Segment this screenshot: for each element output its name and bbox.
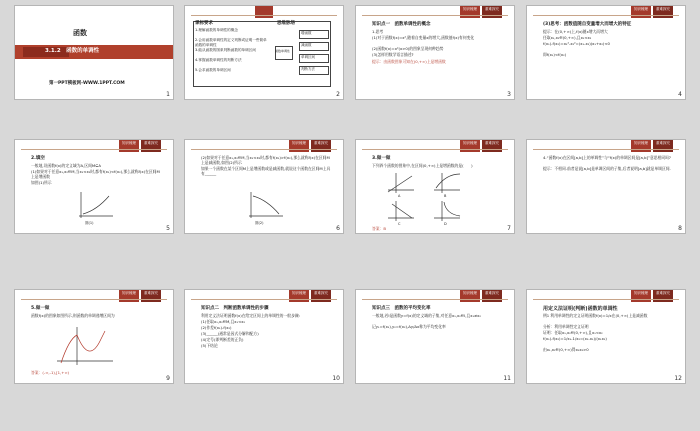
axes bbox=[434, 201, 460, 221]
tab-explore: 重难探究 bbox=[482, 140, 502, 152]
header-rule bbox=[533, 15, 679, 16]
curve bbox=[253, 196, 279, 214]
header-rule bbox=[533, 149, 679, 150]
slide-number: 7 bbox=[507, 225, 511, 232]
slide-thumbnail[interactable] bbox=[184, 5, 344, 100]
tab-explore: 重难探究 bbox=[311, 290, 331, 302]
function-graph bbox=[75, 190, 115, 220]
figure-caption: 图(1) bbox=[85, 221, 94, 225]
header-rule bbox=[362, 15, 508, 16]
body-line: 4.“函数f(x)在区间[a,b]上的单调性”与“f(x)的单调区间是[a,b]”意思相同吗? bbox=[543, 155, 671, 160]
tab-knowledge: 知识梳理 bbox=[460, 140, 480, 152]
body-line: 由x₁,x₂∈(0,+∞)得x₁x₂>0 bbox=[543, 347, 589, 352]
body-line: f(x₁)-f(x₂)=x₁²-x₂²=(x₁-x₂)(x₁+x₂)<0 bbox=[543, 41, 610, 46]
table-header-right: 思维脉络 bbox=[277, 21, 295, 26]
body-line: (5)下结论 bbox=[201, 343, 218, 348]
answer-text: 答案：B bbox=[372, 226, 386, 231]
tab-explore: 重难探究 bbox=[653, 290, 673, 302]
slide-thumbnail[interactable] bbox=[355, 289, 515, 384]
requirement-line: 5.会求函数的单调区间 bbox=[195, 68, 231, 72]
option-graph bbox=[432, 200, 462, 222]
slide-number: 12 bbox=[674, 375, 682, 382]
tab-explore: 重难探究 bbox=[141, 140, 161, 152]
slide-heading: 知识点三 函数的平均变化率 bbox=[372, 306, 431, 311]
slide-heading: 知识点一 函数单调性的概念 bbox=[372, 22, 431, 27]
mind-map-label: 判断方法 bbox=[301, 67, 315, 71]
tab-explore: 重难探究 bbox=[141, 290, 161, 302]
requirement-line: 2.会用函数单调性的定义判断或证明一些简单函数的单调性 bbox=[195, 38, 267, 47]
slide-thumbnail[interactable] bbox=[14, 289, 174, 384]
slide-heading: 3.做一做 bbox=[372, 156, 391, 161]
tab-knowledge: 知识梳理 bbox=[631, 6, 651, 18]
body-line: 提示：不相同.前者是说[a,b]是单调区间的子集,后者说明[a,b]就是单调区间. bbox=[543, 166, 671, 171]
hint-text: 提示：由函数图象可知在(0,+∞)上是增函数 bbox=[372, 59, 446, 64]
body-line: (2)作差f(x₁)-f(x₂) bbox=[201, 325, 232, 330]
option-label: D bbox=[444, 222, 447, 226]
answer-text: 答案：(-∞,-1),[1,+∞) bbox=[31, 370, 70, 375]
body-line: (3)______(通常是因式分解和配方) bbox=[201, 331, 259, 336]
option-graph bbox=[386, 172, 416, 194]
tab-knowledge: 知识梳理 bbox=[460, 290, 480, 302]
slide-heading: 5.做一做 bbox=[31, 306, 50, 311]
curve bbox=[392, 204, 412, 218]
tab-explore: 重难探究 bbox=[653, 140, 673, 152]
header-rule bbox=[21, 299, 167, 300]
slide-number: 2 bbox=[336, 91, 340, 98]
tab-knowledge: 知识梳理 bbox=[289, 140, 309, 152]
slide-thumbnail[interactable] bbox=[184, 139, 344, 234]
curve bbox=[436, 174, 460, 188]
tab-knowledge: 知识梳理 bbox=[119, 290, 139, 302]
slide-heading: 2.填空 bbox=[31, 156, 45, 161]
slide-number: 1 bbox=[166, 91, 170, 98]
slide-thumbnail[interactable] bbox=[14, 5, 174, 100]
slide-number: 6 bbox=[336, 225, 340, 232]
body-line: 例1 利用单调性的定义证明函数f(x)=1/x在(0,+∞)上是减函数 bbox=[543, 313, 648, 318]
requirement-line: 1.理解函数的单调性的概念 bbox=[195, 28, 238, 32]
body-line: 分析：利用单调性定义证明 bbox=[543, 324, 589, 329]
slide-thumbnail[interactable] bbox=[526, 5, 686, 100]
slide-number: 10 bbox=[332, 375, 340, 382]
header-rule bbox=[191, 15, 337, 16]
body-line: 一般地,设函数f(x)的定义域为A,区间M⊆A bbox=[31, 163, 101, 168]
mind-map-label: 增函数 bbox=[301, 31, 312, 35]
option-label: C bbox=[398, 222, 401, 226]
body-line: (1)如果对于任意x₁,x₂∈M,当x₁<x₂时,都有f(x₁)<f(x₂),那么就称f(x)在区间M上是增函数 bbox=[31, 169, 160, 179]
option-graph bbox=[386, 200, 416, 222]
header-rule bbox=[191, 299, 337, 300]
figure-caption: 图(2) bbox=[255, 221, 264, 225]
body-line: (4)定号(即判断差的正负) bbox=[201, 337, 244, 342]
slide-heading: (3)思考：函数值随自变量增大而增大的特征 bbox=[543, 22, 632, 27]
curve bbox=[388, 176, 412, 192]
slide-number: 11 bbox=[503, 375, 511, 382]
body-line: (1)对于函数f(x)=x²,随着自变量x的增大,函数值f(x)有何变化 bbox=[372, 35, 475, 40]
slide-thumbnail[interactable] bbox=[526, 139, 686, 234]
body-line: 函数f(x)的图象如图所示,则函数的单调递增区间为 bbox=[31, 313, 115, 318]
function-graph bbox=[55, 325, 115, 367]
slide-thumbnail[interactable] bbox=[184, 289, 344, 384]
slide-number: 8 bbox=[678, 225, 682, 232]
x-axis bbox=[79, 192, 113, 218]
header-rule bbox=[362, 149, 508, 150]
option-label: B bbox=[444, 194, 447, 198]
body-line: 提示：在(0,+∞)上,f(x)随x增大而增大 bbox=[543, 29, 608, 34]
slide-number: 5 bbox=[166, 225, 170, 232]
body-line: f(x₁)-f(x₂)=1/x₁-1/x₂=(x₂-x₁)/(x₁x₂) bbox=[543, 336, 607, 341]
header-rule bbox=[191, 149, 337, 150]
slide-footer: 第一PPT模板网-WWW.1PPT.COM bbox=[49, 81, 125, 86]
body-line: (1)任取x₁,x₂∈M,且x₁<x₂ bbox=[201, 319, 246, 324]
body-line: 下列四个函数的图象中,在区间(0,+∞)上是增函数的是( ) bbox=[372, 163, 473, 168]
curve bbox=[444, 202, 460, 216]
tab-explore: 重难探究 bbox=[482, 6, 502, 18]
slide-thumbnail[interactable] bbox=[14, 139, 174, 234]
body-line: 1.思考 bbox=[372, 29, 384, 34]
tab-knowledge: 知识梳理 bbox=[631, 140, 651, 152]
tab-explore: 重难探究 bbox=[653, 6, 673, 18]
tab-knowledge: 知识梳理 bbox=[119, 140, 139, 152]
option-graph bbox=[432, 172, 462, 194]
tab-explore: 重难探究 bbox=[482, 290, 502, 302]
tab-knowledge: 知识梳理 bbox=[460, 6, 480, 18]
curve bbox=[61, 331, 105, 363]
header-rule bbox=[362, 299, 508, 300]
axes bbox=[57, 327, 113, 365]
curve bbox=[83, 196, 109, 214]
body-line: (3)怎样用数学语言描述? bbox=[372, 52, 414, 57]
option-label: A bbox=[398, 194, 401, 198]
header-tab bbox=[255, 6, 273, 18]
body-line: 证明：任取x₁,x₂∈(0,+∞),且x₁<x₂ bbox=[543, 330, 603, 335]
body-line: 任取x₁,x₂∈(0,+∞),且x₁<x₂ bbox=[543, 35, 592, 40]
slide-title: 函数 bbox=[73, 29, 87, 37]
mind-map-label: 函数单调性 bbox=[275, 49, 291, 53]
mind-map-label: 单调区间 bbox=[301, 55, 315, 59]
body-line: 一般地,若I是函数y=f(x)的定义域的子集,对任意x₁,x₂∈I,且x₁≠x₂ bbox=[372, 313, 481, 318]
slide-number: 3 bbox=[507, 91, 511, 98]
x-axis bbox=[249, 192, 283, 218]
slide-heading: 知识点二 判断函数单调性的步骤 bbox=[201, 306, 269, 311]
tab-explore: 重难探究 bbox=[311, 140, 331, 152]
body-line: (2)函数f(x)=x²(x>0)的图象呈现何种趋势 bbox=[372, 46, 444, 51]
axes bbox=[388, 201, 414, 221]
requirement-line: 3.能从函数的图象判断函数的单调区间 bbox=[195, 48, 256, 52]
slide-number: 9 bbox=[166, 375, 170, 382]
header-rule bbox=[533, 299, 679, 300]
slide-thumbnail[interactable] bbox=[526, 289, 686, 384]
slide-number: 4 bbox=[678, 91, 682, 98]
header-rule bbox=[21, 149, 167, 150]
tab-knowledge: 知识梳理 bbox=[289, 290, 309, 302]
body-line: (2)如果对于任意x₁,x₂∈M,当x₁<x₂时,都有f(x₁)>f(x₂),那么就称f(x)在区间M上是减函数,如图(2)所示 bbox=[201, 155, 330, 165]
body-line: 记y₁=f(x₁),y₂=f(x₂),Δy/Δx称为平均变化率 bbox=[372, 324, 446, 329]
slide-subtitle: 3.1.2 函数的单调性 bbox=[45, 48, 100, 54]
body-line: 如果一个函数在某个区间M上是增函数或是减函数,就说这个函数在区间M上具有______ bbox=[201, 166, 331, 176]
slide-thumbnail[interactable] bbox=[355, 139, 515, 234]
body-line: 利用定义法证明函数f(x)在给定区间上的单调性的一般步骤: bbox=[201, 313, 300, 318]
mind-map-label: 减函数 bbox=[301, 43, 312, 47]
requirement-line: 4.掌握函数单调性的判断方法 bbox=[195, 58, 242, 62]
table-header-left: 课标要求 bbox=[195, 21, 213, 26]
axes bbox=[434, 173, 460, 193]
function-graph bbox=[245, 190, 285, 220]
tab-knowledge: 知识梳理 bbox=[631, 290, 651, 302]
slide-thumbnail[interactable] bbox=[355, 5, 515, 100]
body-line: 如图(1)所示 bbox=[31, 180, 52, 185]
body-line: 即f(x₁)<f(x₂) bbox=[543, 52, 567, 57]
slide-heading: 用定义法证明(判断)函数的单调性 bbox=[543, 306, 618, 312]
